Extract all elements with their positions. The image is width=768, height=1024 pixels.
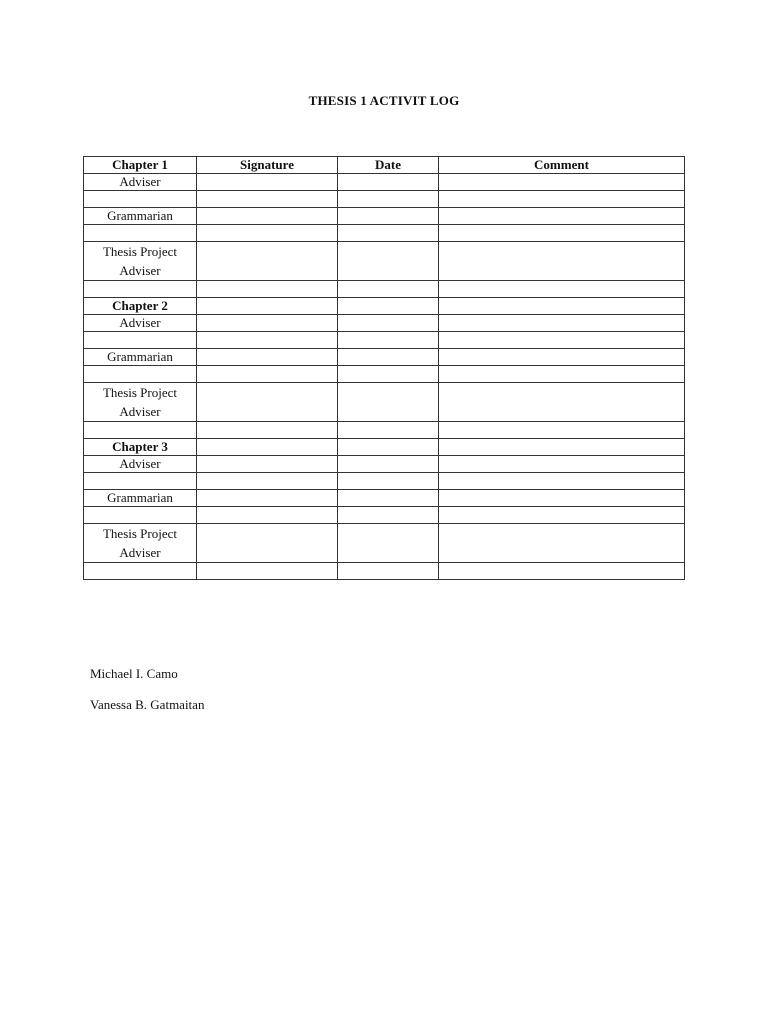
header-signature: Signature: [197, 157, 338, 174]
date-cell[interactable]: [338, 490, 439, 507]
date-cell[interactable]: [338, 332, 439, 349]
signature-cell[interactable]: [197, 422, 338, 439]
signature-cell[interactable]: [197, 456, 338, 473]
comment-cell[interactable]: [439, 456, 685, 473]
date-cell[interactable]: [338, 315, 439, 332]
comment-cell[interactable]: [439, 349, 685, 366]
table-row: [84, 315, 685, 332]
signature-cell[interactable]: [197, 225, 338, 242]
date-cell[interactable]: [338, 383, 439, 422]
activity-log-table: [83, 156, 685, 580]
date-cell[interactable]: [338, 422, 439, 439]
table-row: [84, 422, 685, 439]
table-row: [84, 298, 685, 315]
signature-cell[interactable]: [197, 524, 338, 563]
date-cell[interactable]: [338, 174, 439, 191]
comment-cell[interactable]: [439, 366, 685, 383]
role-label: Thesis Project Adviser: [84, 242, 197, 281]
role-label: Grammarian: [84, 208, 197, 225]
empty-cell: [84, 281, 197, 298]
header-date: Date: [338, 157, 439, 174]
table-row: [84, 456, 685, 473]
table-row: [84, 563, 685, 580]
comment-cell[interactable]: [439, 298, 685, 315]
comment-cell[interactable]: [439, 174, 685, 191]
date-cell[interactable]: [338, 439, 439, 456]
comment-cell[interactable]: [439, 422, 685, 439]
table-row: [84, 383, 685, 422]
comment-cell[interactable]: [439, 563, 685, 580]
comment-cell[interactable]: [439, 383, 685, 422]
date-cell[interactable]: [338, 456, 439, 473]
author-name: Michael I. Camo: [90, 666, 178, 681]
signature-cell[interactable]: [197, 490, 338, 507]
date-cell[interactable]: [338, 349, 439, 366]
signature-cell[interactable]: [197, 191, 338, 208]
signature-cell[interactable]: [197, 298, 338, 315]
signature-cell[interactable]: [197, 332, 338, 349]
table-row: [84, 208, 685, 225]
empty-cell: [84, 507, 197, 524]
date-cell[interactable]: [338, 524, 439, 563]
role-label: Grammarian: [84, 349, 197, 366]
comment-cell[interactable]: [439, 439, 685, 456]
signature-cell[interactable]: [197, 281, 338, 298]
comment-cell[interactable]: [439, 242, 685, 281]
comment-cell[interactable]: [439, 208, 685, 225]
role-label: Adviser: [84, 456, 197, 473]
empty-cell: [84, 191, 197, 208]
date-cell[interactable]: [338, 298, 439, 315]
date-cell[interactable]: [338, 473, 439, 490]
role-label: Adviser: [84, 174, 197, 191]
table-row: [84, 473, 685, 490]
empty-cell: [84, 225, 197, 242]
date-cell[interactable]: [338, 225, 439, 242]
date-cell[interactable]: [338, 208, 439, 225]
comment-cell[interactable]: [439, 315, 685, 332]
date-cell[interactable]: [338, 242, 439, 281]
date-cell[interactable]: [338, 507, 439, 524]
table-row: [84, 174, 685, 191]
table-row: [84, 366, 685, 383]
comment-cell[interactable]: [439, 490, 685, 507]
table-row: [84, 225, 685, 242]
comment-cell[interactable]: [439, 473, 685, 490]
table-row: [84, 349, 685, 366]
signature-cell[interactable]: [197, 439, 338, 456]
signature-cell[interactable]: [197, 208, 338, 225]
header-chapter-1: Chapter 1: [84, 157, 197, 174]
empty-cell: [84, 422, 197, 439]
table-row: [84, 524, 685, 563]
date-cell[interactable]: [338, 191, 439, 208]
empty-cell: [84, 563, 197, 580]
signature-cell[interactable]: [197, 366, 338, 383]
table-row: [84, 242, 685, 281]
empty-cell: [84, 473, 197, 490]
comment-cell[interactable]: [439, 507, 685, 524]
table-header-row: [84, 157, 685, 174]
date-cell[interactable]: [338, 563, 439, 580]
role-label: Thesis Project Adviser: [84, 383, 197, 422]
role-label: Adviser: [84, 315, 197, 332]
document-title: THESIS 1 ACTIVIT LOG: [308, 93, 460, 108]
date-cell[interactable]: [338, 366, 439, 383]
table-row: [84, 507, 685, 524]
comment-cell[interactable]: [439, 332, 685, 349]
header-comment: Comment: [439, 157, 685, 174]
signature-cell[interactable]: [197, 507, 338, 524]
comment-cell[interactable]: [439, 191, 685, 208]
chapter-3-label: Chapter 3: [84, 439, 197, 456]
comment-cell[interactable]: [439, 281, 685, 298]
signature-cell[interactable]: [197, 242, 338, 281]
chapter-2-label: Chapter 2: [84, 298, 197, 315]
signature-cell[interactable]: [197, 349, 338, 366]
signature-cell[interactable]: [197, 315, 338, 332]
comment-cell[interactable]: [439, 225, 685, 242]
signature-cell[interactable]: [197, 383, 338, 422]
table-row: [84, 281, 685, 298]
author-name: Vanessa B. Gatmaitan: [90, 697, 205, 712]
empty-cell: [84, 366, 197, 383]
table-row: [84, 439, 685, 456]
signature-cell[interactable]: [197, 563, 338, 580]
role-label: Thesis Project Adviser: [84, 524, 197, 563]
table-row: [84, 332, 685, 349]
table-row: [84, 191, 685, 208]
signature-cell[interactable]: [197, 473, 338, 490]
empty-cell: [84, 332, 197, 349]
signature-cell[interactable]: [197, 174, 338, 191]
role-label: Grammarian: [84, 490, 197, 507]
comment-cell[interactable]: [439, 524, 685, 563]
date-cell[interactable]: [338, 281, 439, 298]
table-row: [84, 490, 685, 507]
